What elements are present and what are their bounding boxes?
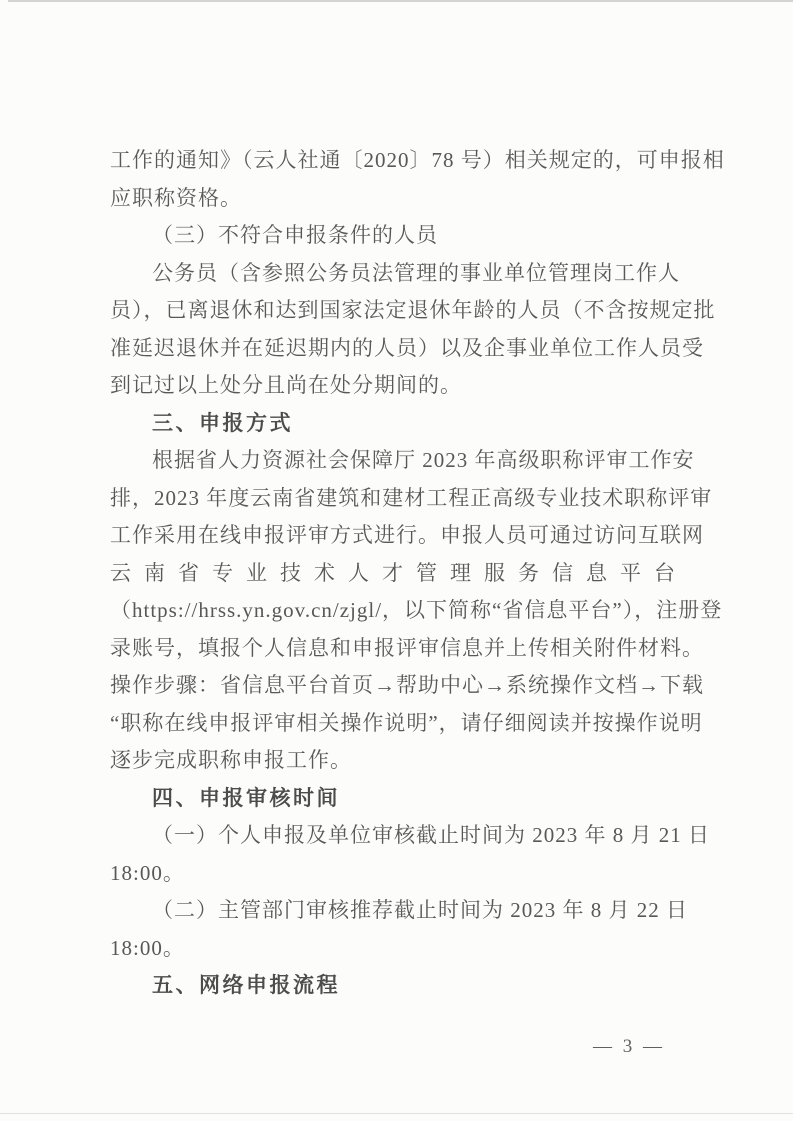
- text-line: 应职称资格。: [110, 185, 242, 210]
- text-line: 录账号，填报个人信息和申报评审信息并上传相关附件材料。: [110, 635, 704, 660]
- text-line: 排，2023 年度云南省建筑和建材工程正高级专业技术职称评审: [110, 485, 713, 510]
- scan-edge-top: [8, 0, 793, 2]
- text-line: 公务员（含参照公务员法管理的事业单位管理岗工作人: [152, 260, 680, 285]
- text-line: 到记过以上处分且尚在处分期间的。: [110, 373, 462, 397]
- text-line: （二）主管部门审核推荐截止时间为 2023 年 8 月 22 日: [152, 898, 688, 922]
- text-line: （https://hrss.yn.gov.cn/zjgl/，以下简称“省信息平台”），注册登: [110, 598, 723, 622]
- text-line: 云南省专业技术人才管理服务信息平台: [110, 560, 688, 585]
- section-heading: 五、网络申报流程: [152, 974, 340, 997]
- text-line: 员），已离退休和达到国家法定退休年龄的人员（不含按规定批: [110, 298, 716, 322]
- document-body: [110, 142, 725, 1005]
- scan-edge-bottom: [0, 1113, 793, 1114]
- text-line: （一）个人申报及单位审核截止时间为 2023 年 8 月 21 日: [152, 823, 710, 847]
- section-heading: 四、申报审核时间: [152, 786, 340, 810]
- text-line: 18:00。: [110, 935, 185, 960]
- text-line: 工作的通知》（云人社通〔2020〕78 号）相关规定的，可申报相: [110, 148, 725, 172]
- page-number: — 3 —: [593, 1036, 665, 1057]
- text-line: 18:00。: [110, 860, 185, 885]
- text-line: 逐步完成职称申报工作。: [110, 748, 352, 772]
- text-line: “职称在线申报评审相关操作说明”，请仔细阅读并按操作说明: [110, 710, 703, 735]
- text-line: 根据省人力资源社会保障厅 2023 年高级职称评审工作安: [152, 448, 695, 472]
- text-line: （三）不符合申报条件的人员: [152, 223, 438, 247]
- text-line: 操作步骤：省信息平台首页→帮助中心→系统操作文档→下载: [110, 673, 704, 697]
- text-line: 准延迟退休并在延迟期内的人员）以及企事业单位工作人员受: [110, 335, 704, 360]
- section-heading: 三、申报方式: [152, 411, 293, 435]
- text-line: 工作采用在线申报评审方式进行。申报人员可通过访问互联网: [110, 523, 704, 547]
